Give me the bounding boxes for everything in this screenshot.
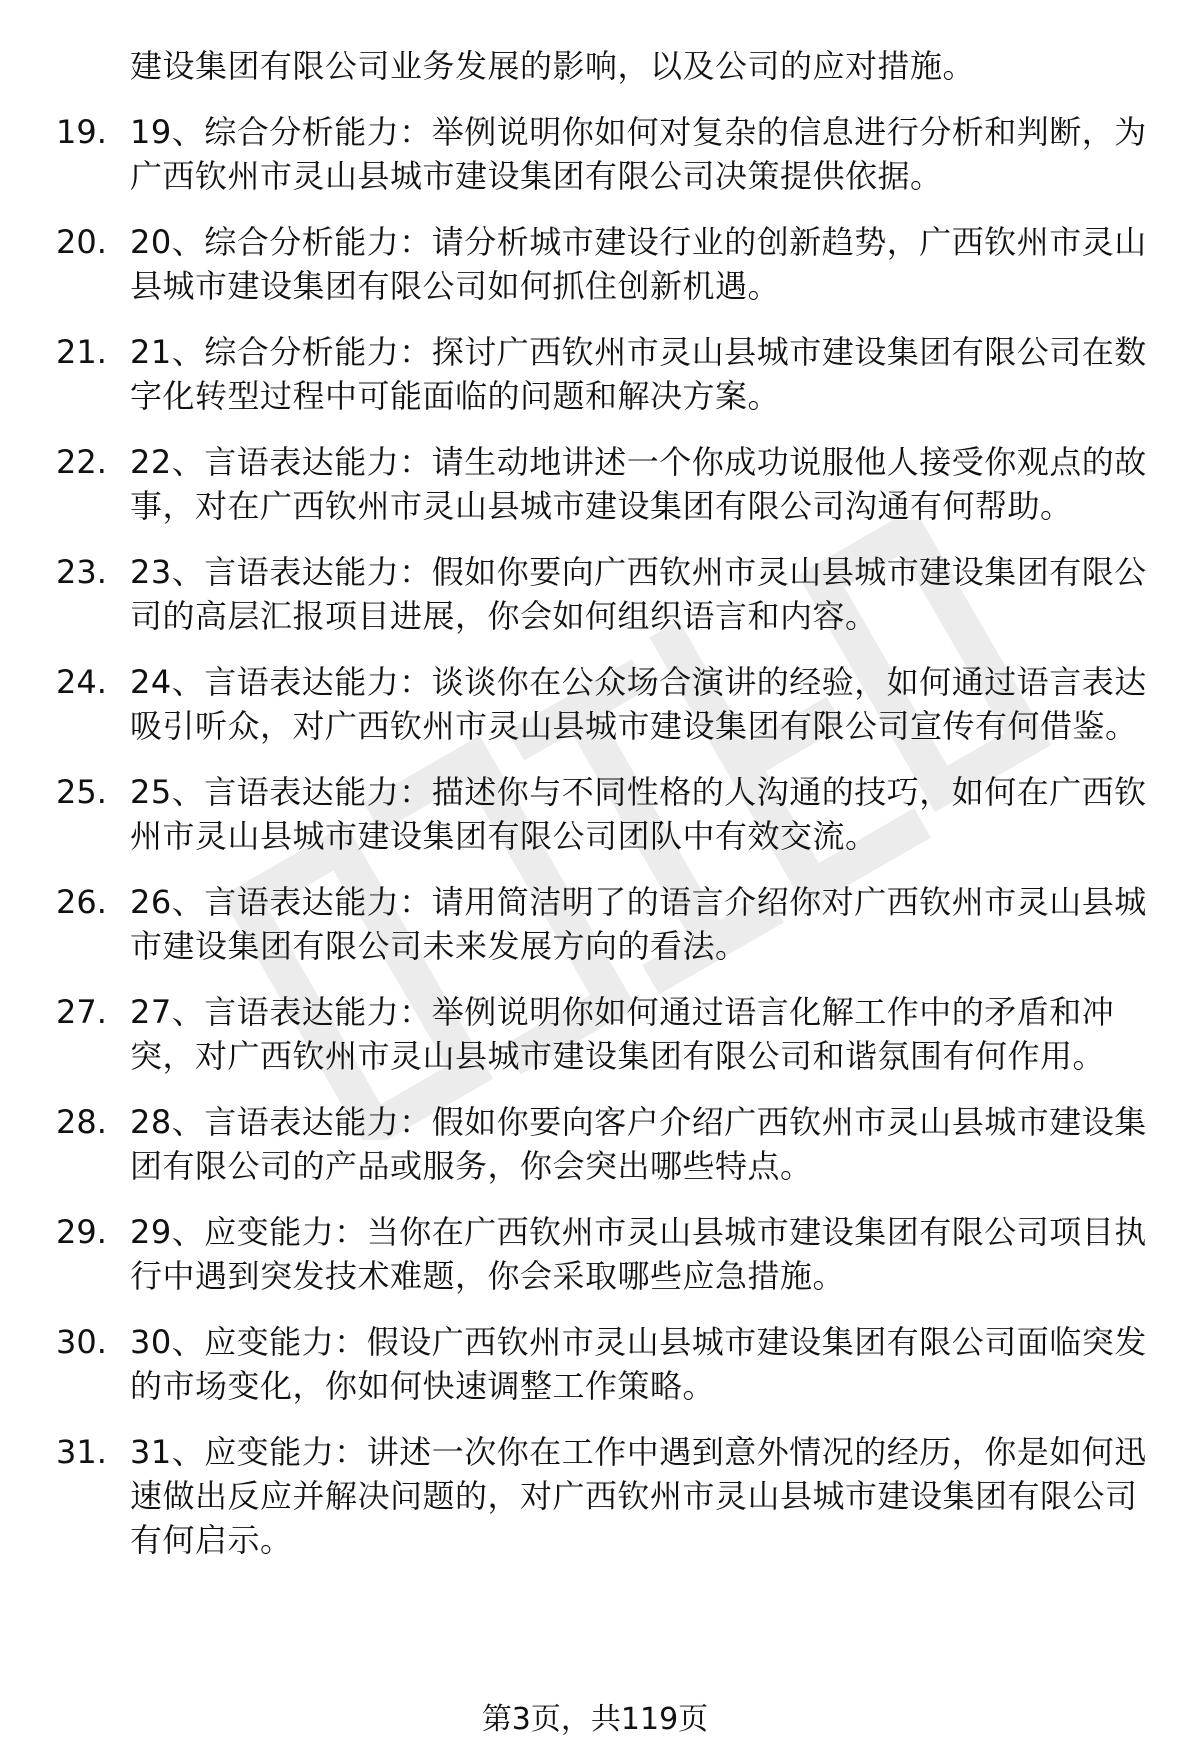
question-number: 29.: [56, 1213, 107, 1251]
question-number: 24.: [56, 663, 107, 701]
question-item-19: [56, 110, 1156, 198]
question-number: 22.: [56, 443, 107, 481]
question-number: 27.: [56, 993, 107, 1031]
question-text: 29、应变能力：当你在广西钦州市灵山县城市建设集团有限公司项目执行中遇到突发技术难题，你会采取哪些应急措施。: [130, 1213, 1147, 1295]
question-item-31: [56, 1430, 1156, 1562]
question-item-23: [56, 550, 1156, 638]
page-number-label: 第3页，共119页: [481, 1702, 709, 1737]
question-text: 19、综合分析能力：举例说明你如何对复杂的信息进行分析和判断，为广西钦州市灵山县城市建设集团有限公司决策提供依据。: [130, 113, 1147, 195]
question-item-30: [56, 1320, 1156, 1408]
question-number: 20.: [56, 223, 107, 261]
question-item-26: [56, 880, 1156, 968]
question-text: 22、言语表达能力：请生动地讲述一个你成功说服他人接受你观点的故事，对在广西钦州市灵山县城市建设集团有限公司沟通有何帮助。: [130, 443, 1147, 525]
question-text: 30、应变能力：假设广西钦州市灵山县城市建设集团有限公司面临突发的市场变化，你如何快速调整工作策略。: [130, 1323, 1147, 1405]
question-text: 20、综合分析能力：请分析城市建设行业的创新趋势，广西钦州市灵山县城市建设集团有限公司如何抓住创新机遇。: [130, 223, 1147, 305]
question-item-29: [56, 1210, 1156, 1298]
page-footer: [0, 1700, 1190, 1740]
question-number: 21.: [56, 333, 107, 371]
question-text: 24、言语表达能力：谈谈你在公众场合演讲的经验，如何通过语言表达吸引听众，对广西钦州市灵山县城市建设集团有限公司宣传有何借鉴。: [130, 663, 1147, 745]
question-number: 28.: [56, 1103, 107, 1141]
question-item-20: [56, 220, 1156, 308]
question-text: 21、综合分析能力：探讨广西钦州市灵山县城市建设集团有限公司在数字化转型过程中可能面临的问题和解决方案。: [130, 333, 1147, 415]
question-item-24: [56, 660, 1156, 748]
question-item-27: [56, 990, 1156, 1078]
question-text: 31、应变能力：讲述一次你在工作中遇到意外情况的经历，你是如何迅速做出反应并解决问题的，对广西钦州市灵山县城市建设集团有限公司有何启示。: [130, 1433, 1147, 1559]
question-item-25: [56, 770, 1156, 858]
question-text: 23、言语表达能力：假如你要向广西钦州市灵山县城市建设集团有限公司的高层汇报项目进展，你会如何组织语言和内容。: [130, 553, 1147, 635]
question-item-21: [56, 330, 1156, 418]
question-number: 30.: [56, 1323, 107, 1361]
question-item-28: [56, 1100, 1156, 1188]
question-text: 26、言语表达能力：请用简洁明了的语言介绍你对广西钦州市灵山县城市建设集团有限公司未来发展方向的看法。: [130, 883, 1147, 965]
question-number: 23.: [56, 553, 107, 591]
question-content: [56, 44, 1156, 1562]
question-number: 19.: [56, 113, 107, 151]
question-number: 31.: [56, 1433, 107, 1471]
question-text: 27、言语表达能力：举例说明你如何通过语言化解工作中的矛盾和冲突，对广西钦州市灵山县城市建设集团有限公司和谐氛围有何作用。: [130, 993, 1115, 1075]
question-list: [56, 110, 1156, 1562]
question-number: 25.: [56, 773, 107, 811]
continuation-text: 建设集团有限公司业务发展的影响，以及公司的应对措施。: [130, 47, 976, 85]
question-item-22: [56, 440, 1156, 528]
question-number: 26.: [56, 883, 107, 921]
question-text: 28、言语表达能力：假如你要向客户介绍广西钦州市灵山县城市建设集团有限公司的产品或服务，你会突出哪些特点。: [130, 1103, 1147, 1185]
question-text: 25、言语表达能力：描述你与不同性格的人沟通的技巧，如何在广西钦州市灵山县城市建设集团有限公司团队中有效交流。: [130, 773, 1147, 855]
